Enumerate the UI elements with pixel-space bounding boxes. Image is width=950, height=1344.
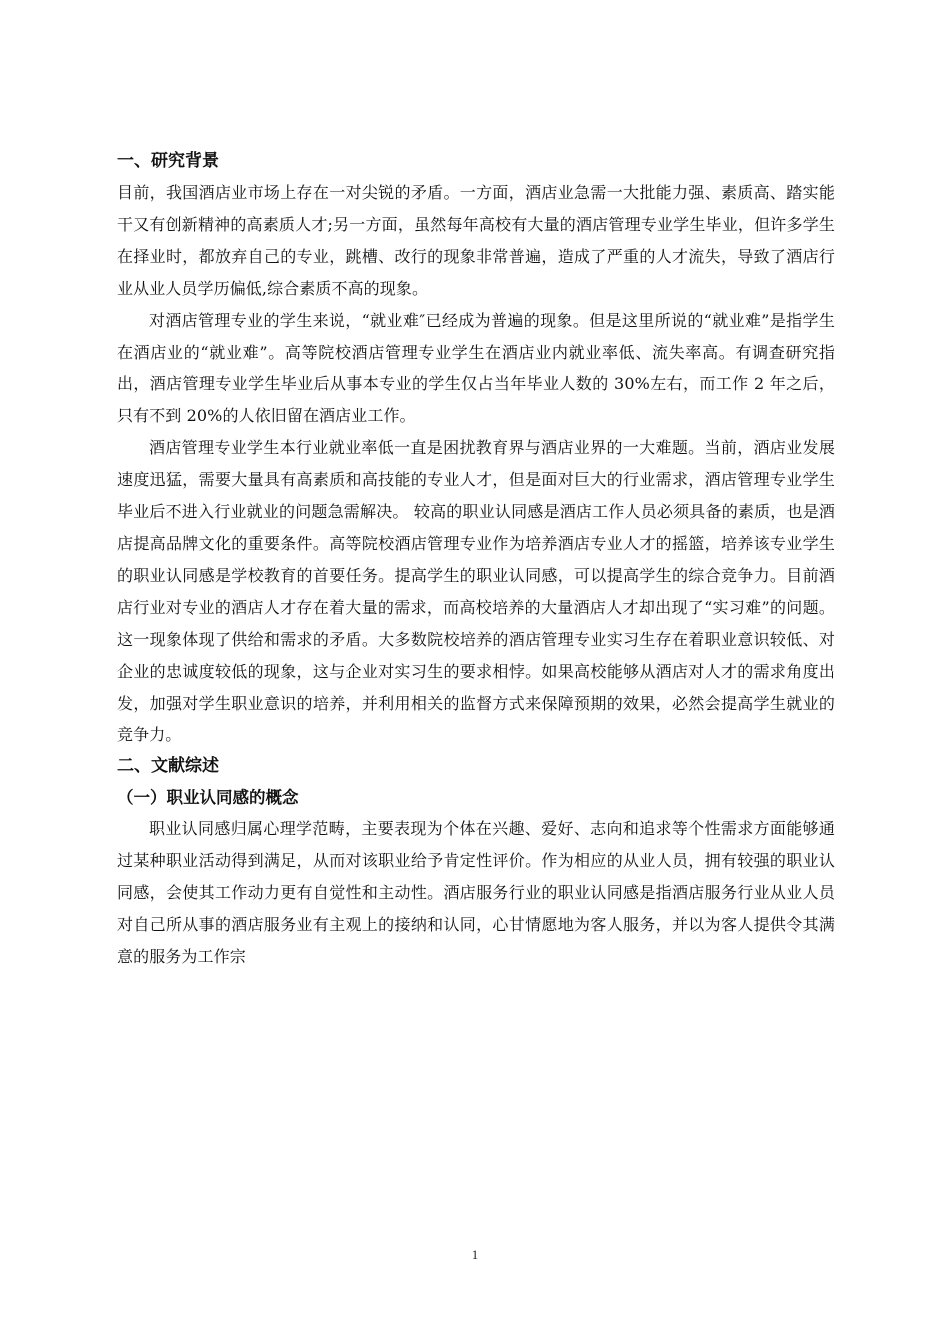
body-paragraph: 目前，我国酒店业市场上存在一对尖锐的矛盾。一方面，酒店业急需一大批能力强、素质高、踏实能干又有创新精神的高素质人才;另一方面，虽然每年高校有大量的酒店管理专业学生毕业，但许多学生在择业时，都放弃自己的专业，跳槽、改行的现象非常普遍，造成了严重的人才流失，导致了酒店行业从业人员学历偏低,综合素质不高的现象。 (117, 183, 835, 298)
section-heading-research-background: 一、研究背景 (117, 151, 219, 171)
document-body (117, 146, 835, 973)
body-paragraph: 酒店管理专业学生本行业就业率低一直是困扰教育界与酒店业界的一大难题。当前，酒店业发展速度迅猛，需要大量具有高素质和高技能的专业人才，但是面对巨大的行业需求，酒店管理专业学生毕业后不进入行业就业的问题急需解决。 较高的职业认同感是酒店工作人员必须具备的素质，也是酒店提高品牌文化的重要条件。高等院校酒店管理专业作为培养酒店专业人才的摇篮，培养该专业学生的职业认同感是学校教育的首要任务。提高学生的职业认同感，可以提高学生的综合竞争力。目前酒店行业对专业的酒店人才存在着大量的需求，而高校培养的大量酒店人才却出现了“实习难”的问题。这一现象体现了供给和需求的矛盾。大多数院校培养的酒店管理专业实习生存在着职业意识较低、对企业的忠诚度较低的现象，这与企业对实习生的要求相悖。如果高校能够从酒店对人才的需求角度出发，加强对学生职业意识的培养，并利用相关的监督方式来保障预期的效果，必然会提高学生就业的竞争力。 (117, 438, 835, 745)
section-heading-literature-review: 二、文献综述 (117, 756, 219, 777)
page-number: 1 (471, 1247, 479, 1262)
subsection-heading-concept: （一）职业认同感的概念 (117, 788, 299, 808)
body-paragraph: 职业认同感归属心理学范畴，主要表现为个体在兴趣、爱好、志向和追求等个性需求方面能够通过某种职业活动得到满足，从而对该职业给予肯定性评价。作为相应的从业人员，拥有较强的职业认同感，会使其工作动力更有自觉性和主动性。酒店服务行业的职业认同感是指酒店服务行业从业人员对自己所从事的酒店服务业有主观上的接纳和认同，心甘情愿地为客人服务，并以为客人提供令其满意的服务为工作宗 (117, 819, 835, 966)
body-paragraph: 对酒店管理专业的学生来说，“就业难″已经成为普遍的现象。但是这里所说的“就业难”是指学生在酒店业的“就业难”。高等院校酒店管理专业学生在酒店业内就业率低、流失率高。有调查研究指出，酒店管理专业学生毕业后从事本专业的学生仅占当年毕业人数的 30%左右，而工作 2 年之后，只有不到 20%的人依旧留在酒店业工作。 (117, 310, 835, 426)
